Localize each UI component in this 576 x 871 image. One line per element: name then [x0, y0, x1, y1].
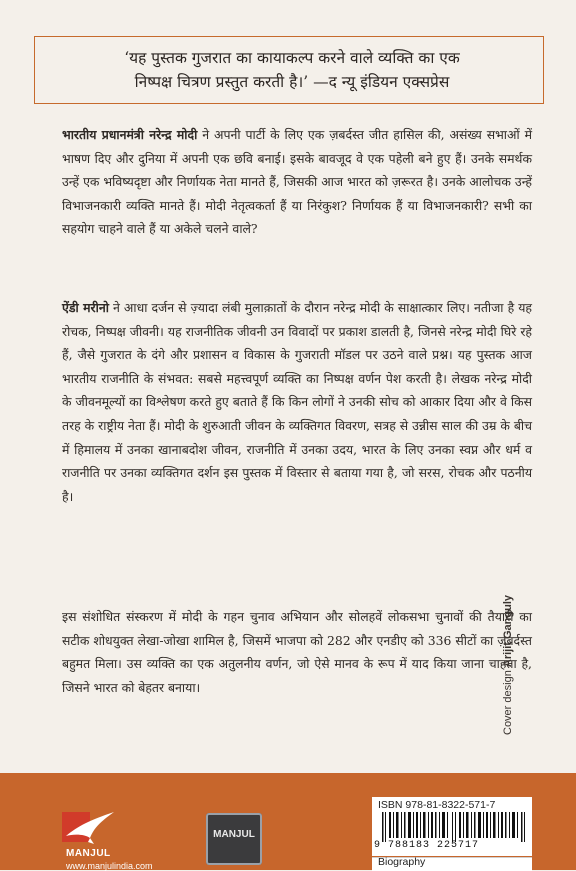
- paragraph-author-lead: ऐंडी मरीनो: [62, 300, 109, 315]
- barcode-digits: 9 788183 225717: [374, 840, 480, 851]
- paragraph-intro-lead: भारतीय प्रधानमंत्री नरेन्द्र मोदी: [62, 127, 198, 142]
- paragraph-edition: [62, 605, 532, 699]
- cover-design-credit: [502, 595, 514, 735]
- quote-line-1: ‘यह पुस्तक गुजरात का कायाकल्प करने वाले व्यक्ति का एक: [124, 49, 460, 67]
- barcode-icon: [380, 812, 528, 842]
- paragraph-author-text: ने आधा दर्जन से ज़्यादा लंबी मुलाक़ातों के दौरान नरेन्द्र मोदी के साक्षात्कार लिए। नतीजा है यह रोचक, निष्पक्ष जीवनी। यह राजनीतिक जीवनी उन विवादों पर प्रकाश डालती है, जिनसे नरेन्द्र मोदी घिरे रहे हैं, जैसे गुजरात के दंगे और प्रशासन व विकास के गुजराती मॉडल पर उठने वाले प्रश्न। यह पुस्तक आज भारतीय राजनीति के संभवत: सबसे महत्त्वपूर्ण व्यक्ति का निष्पक्ष वर्णन पेश करती है। लेखक नरेन्द्र मोदी के जीवनमूल्यों का विश्लेषण करते हुए बताते हैं कि किन लोगों ने उनकी सोच को आकार दिया और वे किस तरह के राष्ट्रीय नेता हैं। मोदी के शुरुआती जीवन के व्यक्तिगत विवरण, सत्रह से उन्नीस साल की उम्र के बीच में हिमालय में उनका खानाबदोश जीवन, राजनीति में उनका उदय, भारत के लिए उनका स्वप्न और धर्म व राजनीति पर उनका व्यक्तिगत दर्शन इस पुस्तक में विस्तार से बताया गया है, जो सरस, रोचक और पठनीय है।: [62, 300, 532, 504]
- paragraph-intro: [62, 123, 532, 241]
- credit-label: Cover design: [502, 667, 514, 735]
- paragraph-edition-text: इस संशोधित संस्करण में मोदी के गहन चुनाव अभियान और सोलहवें लोकसभा चुनावों की तैयारी का सटीक शोधयुक्त लेखा-जोखा शामिल है, जिसमें भाजपा को 282 और एनडीए को 336 सीटों का ज़बर्दस्त बहुमत मिला। उस व्यक्ति का एक अतुलनीय वर्णन, जो ऐसे मानव के रूप में याद किया जाना चाहता है, जिसने भारत को बेहतर बनाया।: [62, 609, 532, 695]
- publisher-name: MANJUL: [66, 848, 111, 859]
- paragraph-author: [62, 296, 532, 508]
- paragraph-intro-text: ने अपनी पार्टी के लिए एक ज़बर्दस्त जीत हासिल की, असंख्य सभाओं में भाषण दिए और दुनिया में अपनी एक छवि बनाई। इसके बावजूद वे एक पहेली बने हुए हैं। उनके समर्थक उन्हें एक भविष्यदृष्टा और निर्णायक नेता मानते हैं, जिसकी आज भारत को ज़रूरत है। उनके आलोचक उन्हें विभाजनकारी व्यक्ति मानते हैं। मोदी नेतृत्वकर्ता हैं या निरंकुश? निर्णायक हैं या विभाजनकारी? सभी का सहयोग चाहने वाले हैं या अकेले चलने वाले?: [62, 127, 532, 237]
- sticker-text: MANJUL: [213, 829, 255, 840]
- credit-name: Arijit Ganguly: [502, 595, 514, 668]
- publisher-website: www.manjulindia.com: [66, 861, 153, 871]
- quote-line-2: निष्पक्ष चित्रण प्रस्तुत करती है।’ —द न्यू इंडियन एक्सप्रेस: [134, 73, 450, 91]
- hologram-sticker: [206, 813, 262, 865]
- quote-text: [52, 46, 532, 94]
- isbn-text: ISBN 978-81-8322-571-7: [378, 799, 496, 811]
- publisher-logo-icon: [60, 806, 120, 846]
- genre-label: Biography: [378, 856, 426, 868]
